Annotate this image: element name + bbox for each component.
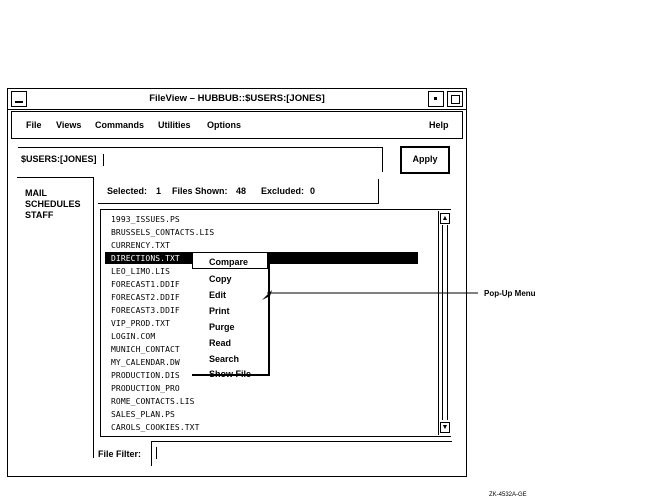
- file-item[interactable]: MUNICH_CONTACT: [111, 345, 180, 354]
- file-item[interactable]: 1993_ISSUES.PS: [111, 215, 180, 224]
- menu-file[interactable]: File: [26, 120, 42, 130]
- file-item-selected[interactable]: DIRECTIONS.TXT: [111, 254, 180, 263]
- menu-item-copy[interactable]: Copy: [209, 274, 232, 284]
- menu-item-read[interactable]: Read: [209, 338, 232, 348]
- window-title: FileView – HUBBUB::$USERS:[JONES]: [149, 93, 325, 104]
- menu-item-purge[interactable]: Purge: [209, 322, 235, 332]
- files-shown-count: 48: [236, 186, 247, 196]
- menu-utilities[interactable]: Utilities: [158, 120, 191, 130]
- menu-item-print[interactable]: Print: [209, 306, 230, 316]
- file-item[interactable]: LOGIN.COM: [111, 332, 156, 341]
- menu-item-compare[interactable]: Compare: [209, 257, 249, 267]
- file-item[interactable]: FORECAST2.DDIF: [111, 293, 180, 302]
- menu-item-show-file[interactable]: Show File: [209, 369, 252, 379]
- files-shown-label: Files Shown:: [172, 186, 228, 196]
- path-value: $USERS:[JONES]: [21, 154, 97, 164]
- figure-code: ZK-4532A-GE: [489, 492, 527, 498]
- menu-help[interactable]: Help: [429, 120, 449, 130]
- file-filter-label: File Filter:: [98, 449, 142, 459]
- file-item[interactable]: CURRENCY.TXT: [111, 241, 170, 250]
- selected-label: Selected:: [107, 186, 148, 196]
- file-item[interactable]: FORECAST3.DDIF: [111, 306, 180, 315]
- menu-item-edit[interactable]: Edit: [209, 290, 226, 300]
- file-item[interactable]: BRUSSELS_CONTACTS.LIS: [111, 228, 215, 237]
- scroll-down-icon[interactable]: ▼: [441, 424, 449, 431]
- menu-item-search[interactable]: Search: [209, 354, 240, 364]
- menu-options[interactable]: Options: [207, 120, 241, 130]
- file-item[interactable]: MY_CALENDAR.DW: [111, 358, 180, 367]
- file-item[interactable]: SALES_PLAN.PS: [111, 410, 175, 419]
- selected-count: 1: [156, 186, 162, 196]
- sidebar-item-schedules[interactable]: SCHEDULES: [25, 199, 81, 209]
- excluded-label: Excluded:: [261, 186, 305, 196]
- excluded-count: 0: [310, 186, 316, 196]
- file-item[interactable]: CAROLS_COOKIES.TXT: [111, 423, 200, 432]
- sidebar-item-mail[interactable]: MAIL: [25, 188, 47, 198]
- sidebar-item-staff[interactable]: STAFF: [25, 210, 54, 220]
- scroll-up-icon[interactable]: ▲: [441, 215, 449, 222]
- file-item[interactable]: FORECAST1.DDIF: [111, 280, 180, 289]
- menu-commands[interactable]: Commands: [95, 120, 145, 130]
- file-item[interactable]: PRODUCTION_PRO: [111, 384, 180, 393]
- apply-label: Apply: [412, 154, 438, 164]
- file-item[interactable]: PRODUCTION.DIS: [111, 371, 180, 380]
- arrow-head-icon: [262, 290, 272, 300]
- file-item[interactable]: VIP_PROD.TXT: [111, 319, 170, 328]
- file-item[interactable]: ROME_CONTACTS.LIS: [111, 397, 195, 406]
- callout-label: Pop-Up Menu: [484, 289, 536, 298]
- menu-views[interactable]: Views: [56, 120, 82, 130]
- file-item[interactable]: LEO_LIMO.LIS: [111, 267, 170, 276]
